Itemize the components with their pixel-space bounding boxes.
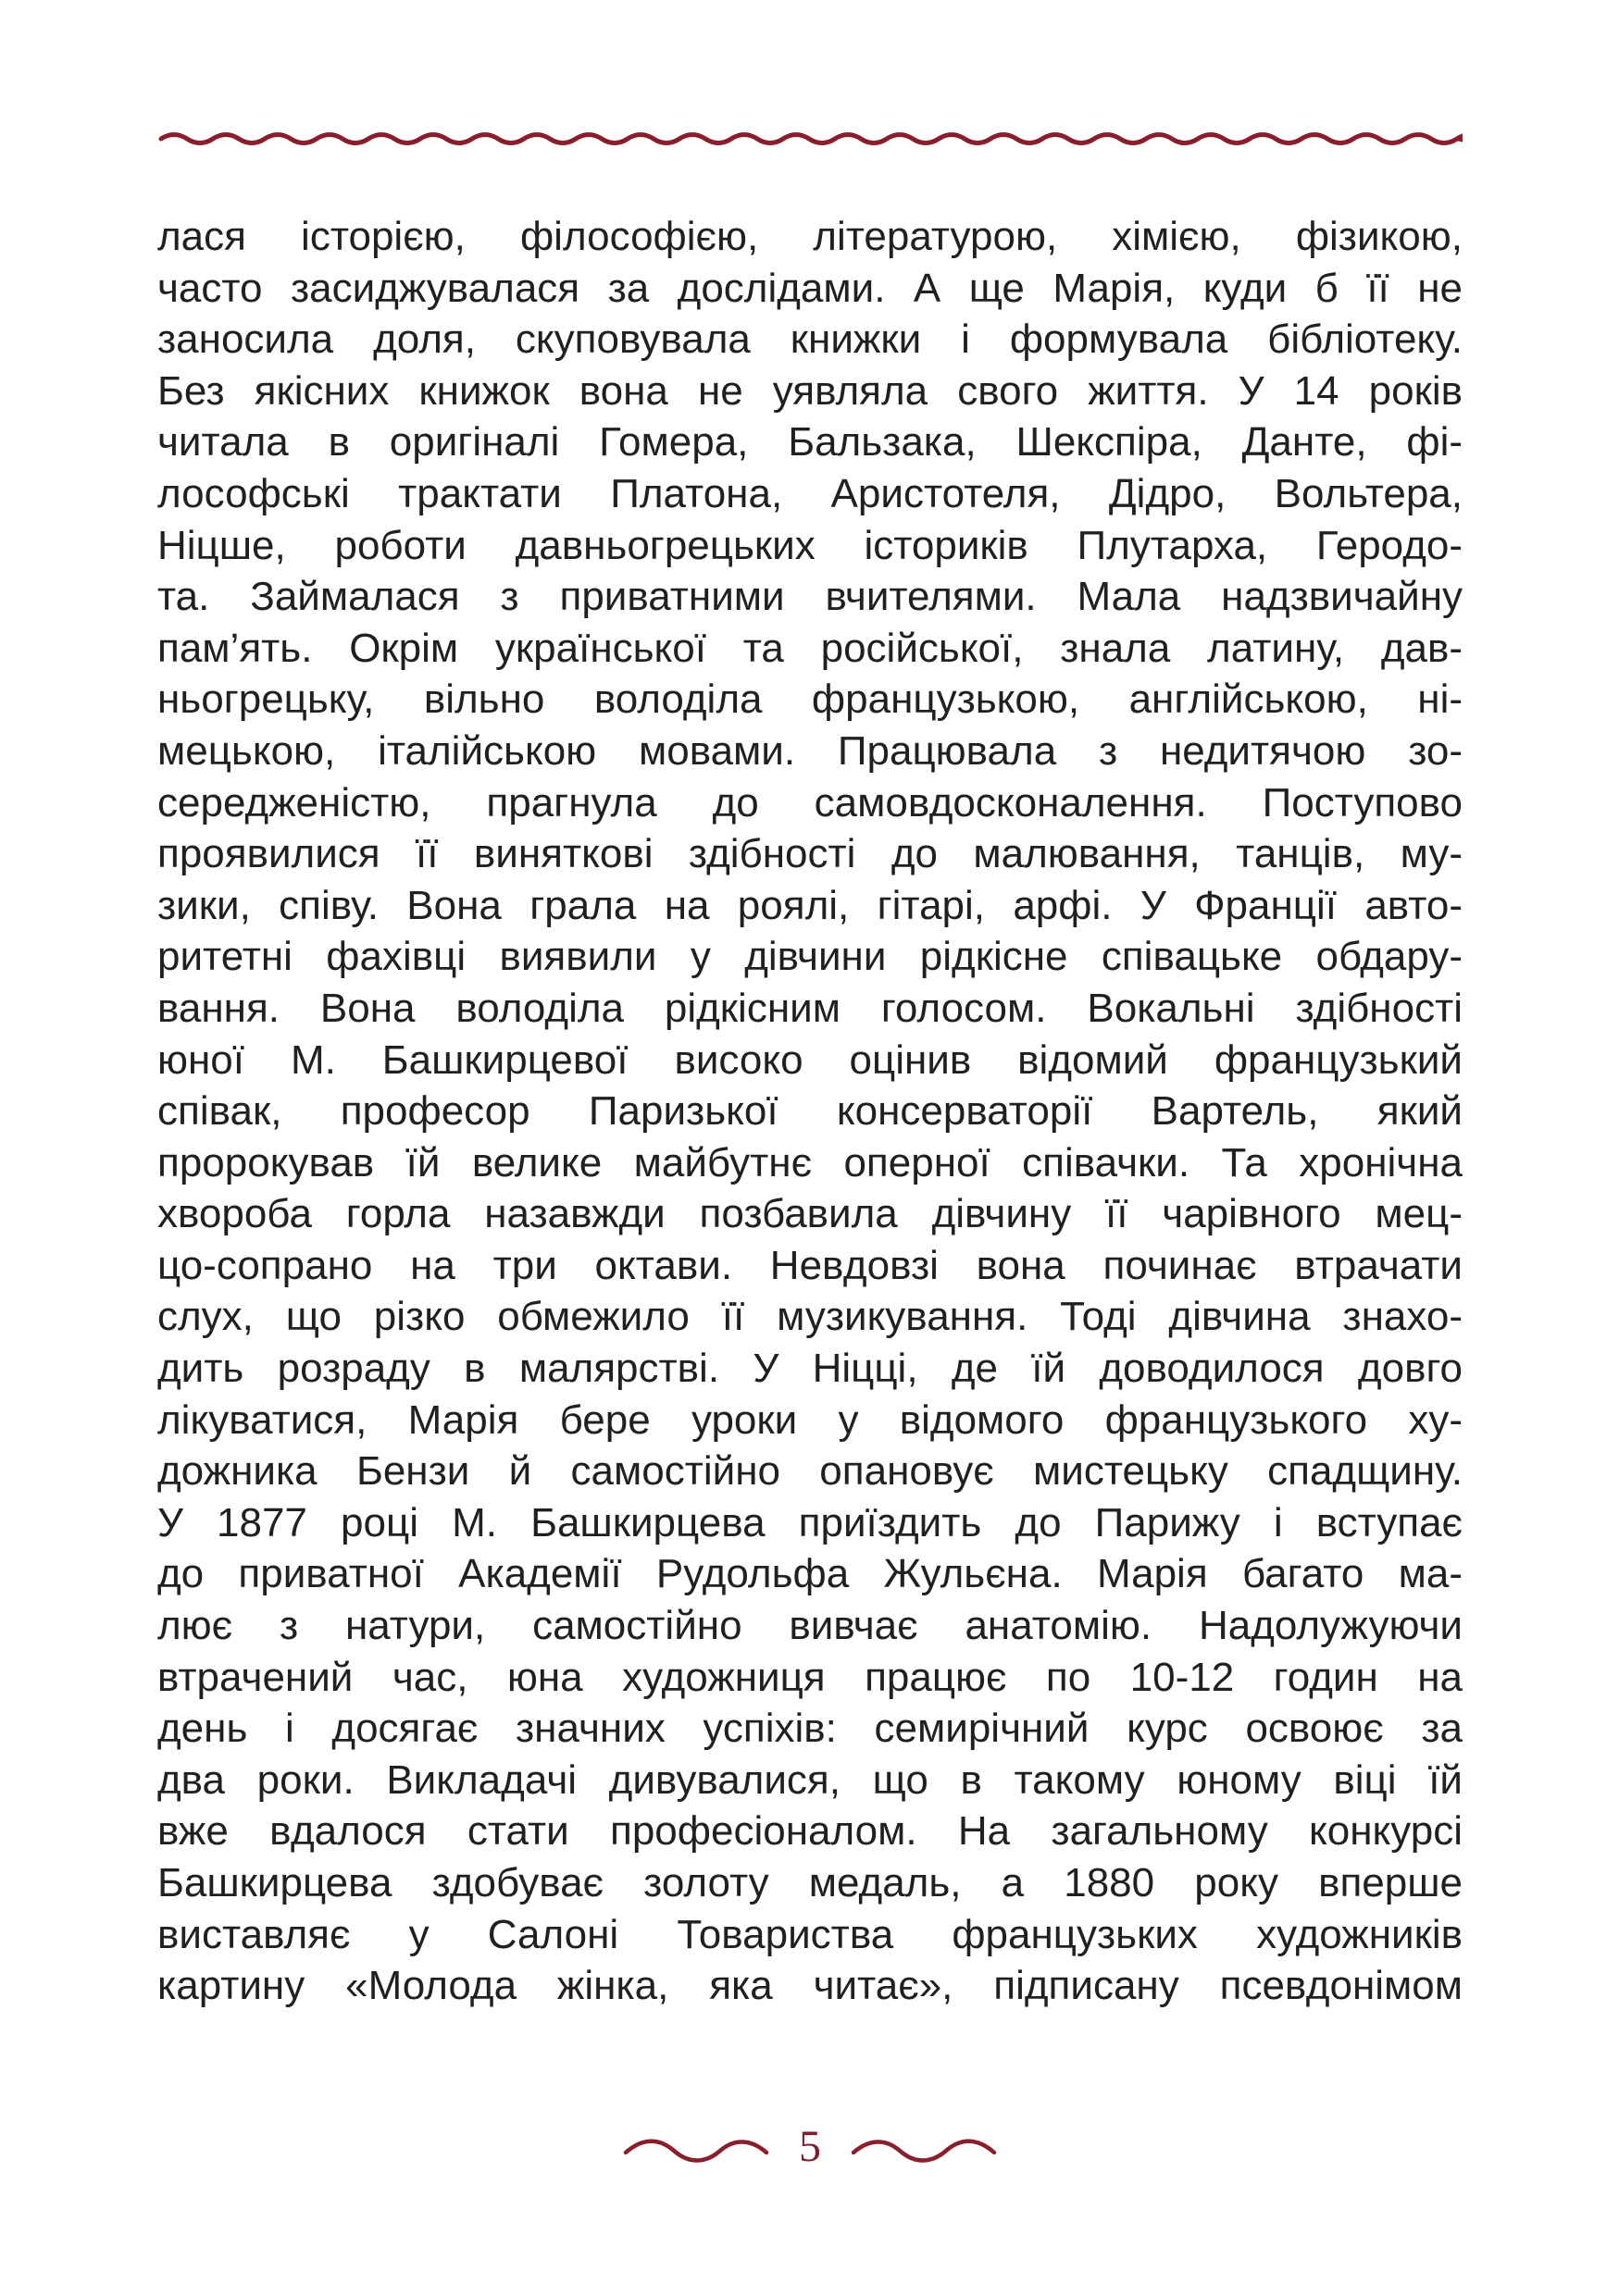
text-line: середженістю, прагнула до самовдосконалення. Поступово (157, 779, 1463, 825)
text-line: У 1877 році М. Башкирцева приїздить до Парижу і вступає (157, 1499, 1463, 1545)
footer-wave-right-path (853, 2141, 994, 2161)
text-line: пророкував їй велике майбутнє оперної співачки. Та хронічна (157, 1139, 1463, 1185)
text-line: вже вдалося стати професіоналом. На загальному конкурсі (157, 1808, 1463, 1855)
text-line: втрачений час, юна художниця працює по 10-12 годин на (157, 1654, 1463, 1700)
text-line: заносила доля, скуповувала книжки і формувала бібліотеку. (157, 316, 1463, 363)
text-line: дить розраду в малярстві. У Ніцці, де їй доводилося довго (157, 1346, 1463, 1392)
footer-wave-left-path (626, 2141, 766, 2161)
text-line: виставляє у Салоні Товариства французьких художників (157, 1911, 1463, 1957)
top-wavy-divider-path (161, 135, 1463, 143)
text-line: Без якісних книжок вона не уявляла свого життя. У 14 років (157, 367, 1463, 414)
text-line: пам’ять. Окрім української та російської, знала латину, дав- (157, 625, 1463, 671)
text-line: та. Займалася з приватними вчителями. Мала надзвичайну (157, 574, 1463, 620)
text-line: юної М. Башкирцевої високо оцінив відомий французький (157, 1036, 1463, 1083)
text-line: два роки. Викладачі дивувалися, що в такому юному віці їй (157, 1756, 1463, 1803)
text-line: ньогрецьку, вільно володіла французькою, англійською, ні- (157, 676, 1463, 723)
text-line: лософські трактати Платона, Аристотеля, Дідро, Вольтера, (157, 470, 1463, 516)
page-footer (0, 2117, 1619, 2182)
text-line: лює з натури, самостійно вивчає анатомію. Надолужуючи (157, 1603, 1463, 1649)
top-wavy-divider-icon (157, 113, 1463, 165)
page-number: 5 (799, 2122, 821, 2171)
text-line: лікуватися, Марія бере уроки у відомого французького ху- (157, 1396, 1463, 1443)
body-text (157, 211, 1463, 2012)
text-line: день і досягає значних успіхів: семирічний курс освоює за (157, 1706, 1463, 1752)
text-line: Ніцше, роботи давньогрецьких істориків Плутарха, Геродо- (157, 522, 1463, 568)
text-line: мецькою, італійською мовами. Працювала з недитячою зо- (157, 727, 1463, 774)
footer-wave-left-icon (622, 2134, 770, 2167)
text-line: Башкирцева здобуває золоту медаль, а 1880 року вперше (157, 1860, 1463, 1905)
text-line: лася історією, філософією, літературою, хімією, фізикою, (157, 214, 1463, 259)
text-line: співак, професор Паризької консерваторії Вартель, який (157, 1088, 1463, 1135)
text-line: цо-сопрано на три октави. Невдовзі вона починає втрачати (157, 1242, 1463, 1288)
text-line: до приватної Академії Рудольфа Жульєна. Марія багато ма- (157, 1551, 1463, 1597)
text-line: читала в оригіналі Гомера, Бальзака, Шекспіра, Данте, фі- (157, 419, 1463, 465)
text-line: дожника Бензи й самостійно опановує мистецьку спадщину. (157, 1448, 1463, 1495)
text-line: вання. Вона володіла рідкісним голосом. Вокальні здібності (157, 985, 1463, 1031)
text-line: зики, співу. Вона грала на роялі, гітарі, арфі. У Франції авто- (157, 882, 1463, 928)
text-line: часто засиджувалася за дослідами. А ще Марія, куди б її не (157, 265, 1463, 311)
text-line: картину «Молода жінка, яка читає», підписану псевдонімом (157, 1963, 1463, 2009)
footer-wave-right-icon (850, 2134, 998, 2167)
text-line: слух, що різко обмежило її музикування. Тоді дівчина знахо- (157, 1294, 1463, 1340)
text-line: проявилися її виняткові здібності до малювання, танців, му- (157, 831, 1463, 877)
text-line: хвороба горла назавжди позбавила дівчину її чарівного мец- (157, 1191, 1463, 1237)
text-line: ритетні фахівці виявили у дівчини рідкісне співацьке обдару- (157, 934, 1463, 980)
